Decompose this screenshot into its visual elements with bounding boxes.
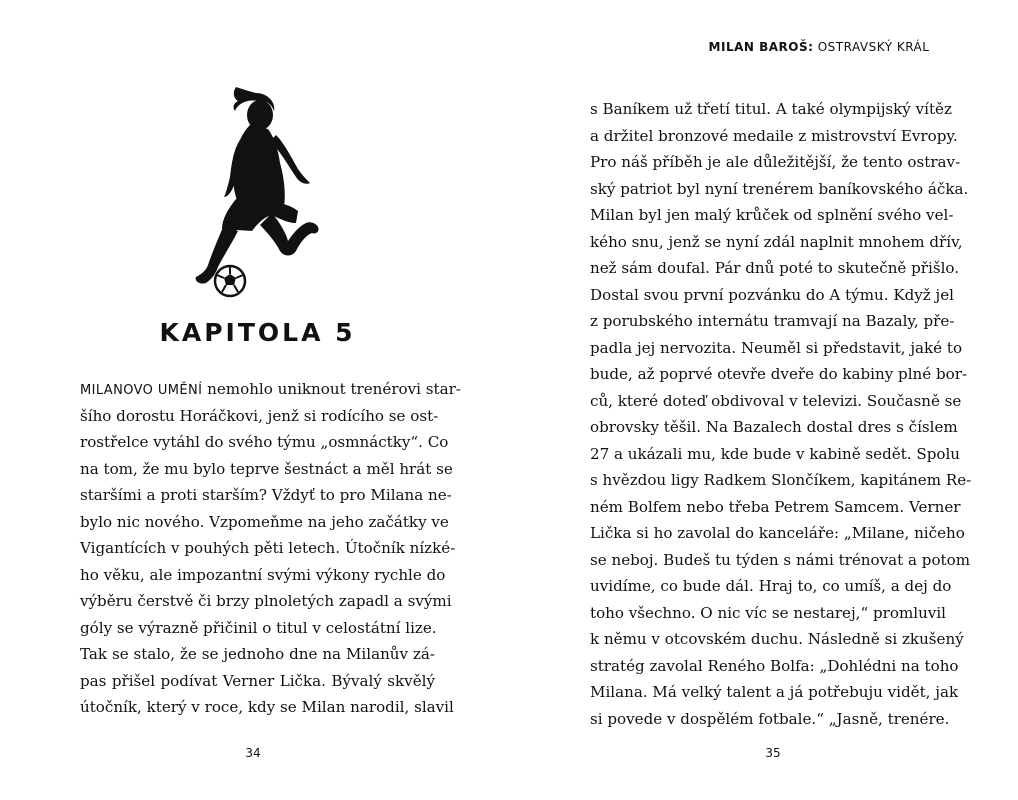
text-line: a držitel bronzové medaile z mistrovství Evropy. xyxy=(590,126,958,145)
text-line: útočník, který v roce, kdy se Milan narodil, slavil xyxy=(80,698,454,716)
text-line: ném Bolfem nebo třeba Petrem Samcem. Verner xyxy=(590,497,961,516)
text-line: ský patriot byl nyní trenérem baníkovského áčka. xyxy=(590,179,969,198)
text-line: góly se výrazně přičinil o titul v celostátní lize. xyxy=(80,618,437,637)
running-head-name: MILAN BAROŠ: xyxy=(708,40,814,54)
text-line: Vigantících v pouhých pěti letech. Útočník nízké- xyxy=(80,539,456,557)
text-line: z porubského internátu tramvají na Bazaly, pře- xyxy=(590,312,955,330)
text-line: Dostal svou první pozvánku do A týmu. Když jel xyxy=(590,285,954,304)
page-number-right: 35 xyxy=(765,746,781,760)
text-line: stratég zavolal Reného Bolfa: „Dohlédni na toho xyxy=(590,656,959,675)
text-line xyxy=(80,376,461,403)
text-line: padla jej nervozita. Neuměl si představit, jaké to xyxy=(590,338,963,357)
text-line: než sám doufal. Pár dnů poté to skutečně přišlo. xyxy=(590,259,960,277)
text-line: ho věku, ale impozantní svými výkony rychle do xyxy=(80,565,446,584)
text-line: se neboj. Budeš tu týden s námi trénovat a potom xyxy=(590,550,971,569)
running-head xyxy=(669,40,969,54)
right-body-text xyxy=(590,96,972,732)
footballer-silhouette-icon xyxy=(188,85,328,300)
text-line: na tom, že mu bylo teprve šestnáct a měl hrát se xyxy=(80,459,453,478)
text-line: Lička si ho zavolal do kanceláře: „Milane, ničeho xyxy=(590,524,965,542)
text-line: šího dorostu Horáčkovi, jenž si rodícího se ost- xyxy=(80,406,439,425)
text-line: 27 a ukázali mu, kde bude v kabině sedět. Spolu xyxy=(590,444,960,463)
text-line: si povede v dospělém fotbale.“ „Jasně, trenére. xyxy=(590,709,950,728)
text-line: k němu v otcovském duchu. Následně si zkušený xyxy=(590,630,964,648)
text-line: bude, až poprvé otevře dveře do kabiny plné bor- xyxy=(590,365,968,383)
text-line: bylo nic nového. Vzpomeňme na jeho začátky ve xyxy=(80,512,449,531)
page-number-left: 34 xyxy=(245,746,261,760)
text-line: Tak se stalo, že se jednoho dne na Milanův zá- xyxy=(80,645,435,663)
text-line: výběru čerstvě či brzy plnoletých zapadl a svými xyxy=(80,592,452,610)
text-line: uvidíme, co bude dál. Hraj to, co umíš, a dej do xyxy=(590,577,952,595)
running-head-title: OSTRAVSKÝ KRÁL xyxy=(813,40,930,54)
soccer-ball-icon xyxy=(215,266,245,296)
first-line-rest: nemohlo uniknout trenérovi star- xyxy=(202,380,461,398)
text-line: kého snu, jenž se nyní zdál naplnit mnohem dřív, xyxy=(590,232,963,251)
text-line: obrovsky těšil. Na Bazalech dostal dres s číslem xyxy=(590,418,958,436)
text-line: staršími a proti starším? Vždyť to pro Milana ne- xyxy=(80,486,452,504)
text-line: rostřelce vytáhl do svého týmu „osmnáctky“. Co xyxy=(80,433,449,451)
text-line: Milana. Má velký talent a já potřebuju vidět, jak xyxy=(590,683,959,701)
player-shorts xyxy=(222,199,298,231)
text-line: toho všechno. O nic víc se nestarej,“ promluvil xyxy=(590,603,946,622)
text-line: pas přišel podívat Verner Lička. Bývalý skvělý xyxy=(80,671,435,690)
chapter-title: KAPITOLA 5 xyxy=(159,318,356,347)
left-body-text xyxy=(80,376,461,721)
lead-in-smallcaps: MILANOVO UMĚNÍ xyxy=(80,383,203,398)
text-line: s Baníkem už třetí titul. A také olympijský vítěz xyxy=(590,100,952,118)
text-line: s hvězdou ligy Radkem Slončíkem, kapitánem Re- xyxy=(590,471,972,489)
text-line: ců, které doteď obdivoval v televizi. Současně se xyxy=(590,391,962,410)
right-page xyxy=(509,0,1018,800)
text-line: Pro náš příběh je ale důležitější, že tento ostrav- xyxy=(590,153,961,171)
text-line: Milan byl jen malý krůček od splnění svého vel- xyxy=(590,206,954,224)
